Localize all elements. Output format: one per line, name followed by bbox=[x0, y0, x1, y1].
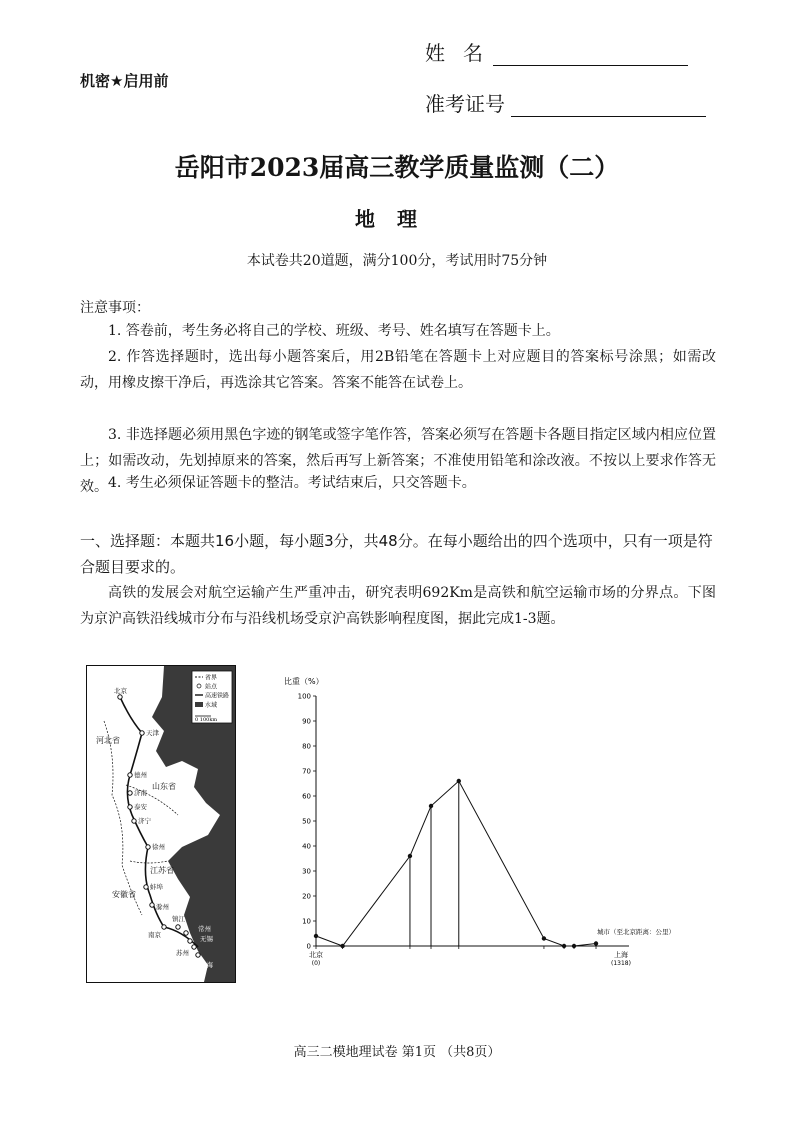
railway-map bbox=[86, 665, 236, 983]
y-tick-label: 90 bbox=[302, 717, 311, 726]
station-suzhou bbox=[192, 945, 196, 949]
x-tick-label: 北京 bbox=[309, 951, 323, 959]
data-point bbox=[429, 804, 433, 808]
x-tick-sublabel: (0) bbox=[311, 960, 321, 967]
map-label-suzhou: 苏州 bbox=[176, 949, 189, 957]
map-label-shanghai: 上海 bbox=[200, 961, 213, 969]
map-label-tianjin: 天津 bbox=[146, 729, 159, 737]
scale-label: 0 100km bbox=[195, 717, 218, 723]
station-shanghai bbox=[196, 953, 200, 957]
page-footer: 高三二模地理试卷 第1页 （共8页） bbox=[293, 1045, 501, 1060]
y-tick-label: 60 bbox=[302, 792, 311, 801]
legend-item: 高速铁路 bbox=[205, 692, 230, 700]
station-xuzhou bbox=[146, 845, 150, 849]
y-tick-label: 30 bbox=[302, 867, 311, 876]
map-label-anhui: 安徽省 bbox=[112, 890, 136, 899]
map-label-taian: 泰安 bbox=[134, 803, 147, 811]
map-label-jining: 济宁 bbox=[138, 817, 151, 825]
confidential-label: 机密★启用前 bbox=[80, 72, 169, 90]
station-jining bbox=[132, 819, 136, 823]
station-dezhou bbox=[128, 773, 132, 777]
station-tianjin bbox=[140, 731, 144, 735]
exam-meta: 本试卷共20道题，满分100分，考试用时75分钟 bbox=[246, 253, 548, 269]
station-wuxi bbox=[188, 939, 192, 943]
y-tick-label: 20 bbox=[302, 892, 311, 901]
map-label-xuzhou: 徐州 bbox=[152, 843, 165, 851]
station-nanjing bbox=[162, 925, 166, 929]
map-label-bengbu: 蚌埠 bbox=[150, 883, 163, 891]
y-tick-label: 10 bbox=[302, 917, 311, 926]
map-label-jiangsu: 江苏省 bbox=[150, 866, 174, 875]
name-blank-line bbox=[493, 47, 688, 66]
airport-impact-chart bbox=[276, 672, 696, 977]
chart-drop-lines bbox=[410, 781, 459, 946]
legend-water-symbol bbox=[195, 702, 203, 707]
exam-id-blank-line bbox=[511, 98, 706, 117]
exam-title: 岳阳市2023届高三教学质量监测（二） bbox=[174, 153, 620, 182]
subject-title: 地理 bbox=[355, 207, 439, 231]
y-tick-label: 0 bbox=[306, 942, 311, 951]
notes-heading: 注意事项： bbox=[80, 300, 150, 316]
data-point bbox=[408, 854, 412, 858]
data-point bbox=[457, 779, 461, 783]
station-chuzhou bbox=[150, 903, 154, 907]
section-heading: 一、选择题：本题共16小题，每小题3分，共48分。在每小题给出的四个选项中，只有一项是符合题目要求的。 bbox=[80, 532, 713, 576]
map-label-chuzhou: 滁州 bbox=[156, 903, 169, 911]
chart-x-axis bbox=[309, 946, 631, 967]
legend-item: 站点 bbox=[205, 683, 218, 691]
exam-id-label: 准考证号 bbox=[425, 92, 505, 116]
map-label-hebei: 河北省 bbox=[96, 736, 120, 745]
map-label-changzhou: 常州 bbox=[198, 925, 211, 933]
student-name-field bbox=[425, 37, 688, 66]
data-point bbox=[562, 944, 566, 948]
note-item-2: 2. 作答选择题时，选出每小题答案后，用2B铅笔在答题卡上对应题目的答案标号涂黑；如需改动，用橡皮擦干净后，再选涂其它答案。答案不能答在试卷上。 bbox=[80, 349, 716, 391]
legend-item: 省界 bbox=[205, 674, 218, 682]
station-zhenjiang bbox=[176, 925, 180, 929]
data-point bbox=[542, 936, 546, 940]
y-tick-label: 40 bbox=[302, 842, 311, 851]
map-label-beijing: 北京 bbox=[114, 687, 127, 695]
data-point bbox=[340, 944, 344, 948]
note-item-3: 3. 非选择题必须用黑色字迹的钢笔或签字笔作答，答案必须写在答题卡各题目指定区域内相应位置上；如需改动，先划掉原来的答案，然后再写上新答案；不准使用铅笔和涂改液。不按以上要求作答无效。 bbox=[80, 427, 716, 495]
y-tick-label: 70 bbox=[302, 767, 311, 776]
name-label: 姓名 bbox=[425, 41, 501, 65]
station-jinan bbox=[128, 791, 132, 795]
y-tick-label: 80 bbox=[302, 742, 311, 751]
data-point bbox=[594, 941, 598, 945]
map-label-dezhou: 德州 bbox=[134, 771, 147, 779]
map-label-zhenjiang: 镇江 bbox=[172, 915, 185, 923]
chart-y-axis bbox=[298, 693, 316, 951]
map-label-nanjing: 南京 bbox=[148, 931, 161, 939]
data-point bbox=[572, 944, 576, 948]
station-beijing bbox=[118, 695, 122, 699]
exam-id-field bbox=[425, 88, 706, 117]
map-label-wuxi: 无锡 bbox=[200, 935, 213, 943]
chart-ylabel: 比重（%） bbox=[284, 677, 324, 686]
legend-item: 水域 bbox=[205, 702, 218, 709]
note-item-4: 4. 考生必须保证答题卡的整洁。考试结束后，只交答题卡。 bbox=[108, 475, 476, 491]
data-point bbox=[314, 934, 318, 938]
map-label-jinan: 济南 bbox=[134, 789, 147, 797]
y-tick-label: 50 bbox=[302, 817, 311, 826]
station-changzhou bbox=[184, 931, 188, 935]
map-label-shandong: 山东省 bbox=[152, 782, 176, 791]
note-item-1: 1. 答卷前，考生务必将自己的学校、班级、考号、姓名填写在答题卡上。 bbox=[108, 323, 560, 339]
station-bengbu bbox=[144, 885, 148, 889]
y-tick-label: 100 bbox=[297, 692, 311, 701]
chart-points bbox=[314, 779, 598, 948]
x-tick-label: 上海 bbox=[614, 951, 628, 959]
x-tick-sublabel: (1318) bbox=[611, 960, 631, 967]
chart-xlabel: 城市（至北京距离：公里） bbox=[597, 928, 675, 936]
chart-series-line bbox=[316, 781, 596, 946]
question-intro: 高铁的发展会对航空运输产生严重冲击，研究表明692Km是高铁和航空运输市场的分界点。下图为京沪高铁沿线城市分布与沿线机场受京沪高铁影响程度图，据此完成1-3题。 bbox=[80, 585, 716, 627]
station-taian bbox=[128, 805, 132, 809]
